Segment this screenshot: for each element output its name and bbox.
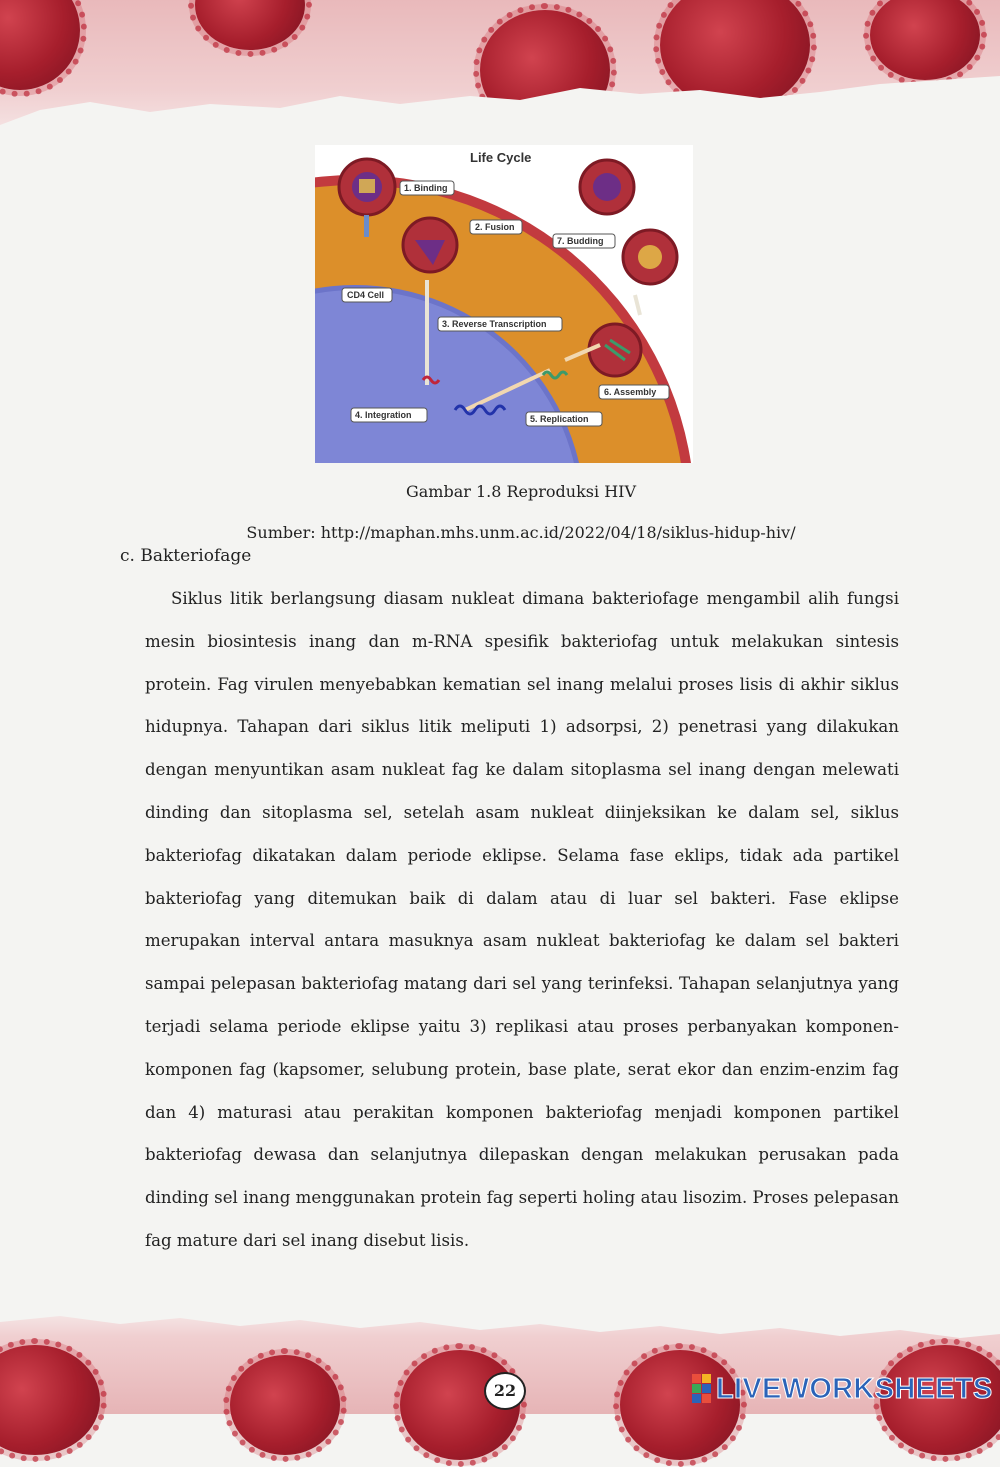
section-paragraph: Siklus litik berlangsung diasam nukleat dimana bakteriofage mengambil alih fungsi mesin biosintesis inang dan m-RNA spesifik bakteriofag untuk melakukan sintesis protein. Fag virulen menyebabkan kematian sel inang melalui proses lisis di akhir siklus hidupnya. Tahapan dari siklus litik meliputi 1) adsorpsi, 2) penetrasi yang dilakukan dengan menyuntikan asam nukleat fag ke dalam sitoplasma sel inang dengan melewati dinding dan sitoplasma sel, setelah asam nukleat diinjeksikan ke dalam sel, siklus bakteriofag dikatakan dalam periode eklipse. Selama fase eklips, tidak ada partikel bakteriofag yang ditemukan baik di dalam atau di luar sel bakteri. Fase eklipse merupakan interval antara masuknya asam nukleat bakteriofag ke dalam sel bakteri sampai pelepasan bakteriofag matang dari sel yang terinfeksi. Tahapan selanjutnya yang terjadi selama periode eklipse yaitu 3) replikasi atau proses perbanyakan komponen-komponen fag (kapsomer, selubung protein, base plate, serat ekor dan enzim-enzim fag dan 4) maturasi atau perakitan komponen bakteriofag menjadi komponen partikel bakteriofag dewasa dan selanjutnya dilepaskan dengan melakukan perusakan pada dinding sel inang menggunakan protein fag seperti holing atau lisozim. Proses pelepasan fag mature dari sel inang disebut lisis. xyxy=(145,589,899,1250)
section-heading: c. Bakteriofage xyxy=(120,546,252,566)
step-label-replication: 5. Replication xyxy=(530,414,589,424)
liveworksheets-brand-text: LIVEWORKSHEETS xyxy=(716,1372,993,1405)
step-label-fusion: 2. Fusion xyxy=(475,222,515,232)
figure-caption: Gambar 1.8 Reproduksi HIV xyxy=(405,482,637,501)
virus-particle-assembly xyxy=(589,324,641,376)
figure-source: Sumber: http://maphan.mhs.unm.ac.id/2022/04/18/siklus-hidup-hiv/ xyxy=(246,523,796,542)
liveworksheets-logo-icon xyxy=(692,1374,712,1404)
figure-title: Life Cycle xyxy=(470,150,532,165)
step-label-integration: 4. Integration xyxy=(355,410,412,420)
step-label-reverse-transcription: 3. Reverse Transcription xyxy=(442,319,547,329)
virus-particle-fusion xyxy=(403,218,457,272)
page-number: 22 xyxy=(484,1372,526,1410)
step-label-binding: 1. Binding xyxy=(404,183,448,193)
step-label-budding: 7. Budding xyxy=(557,236,604,246)
hiv-life-cycle-diagram xyxy=(315,145,693,463)
hiv-life-cycle-figure xyxy=(315,145,693,463)
cell-label: CD4 Cell xyxy=(347,290,385,300)
liveworksheets-brand[interactable] xyxy=(692,1371,993,1407)
step-label-assembly: 6. Assembly xyxy=(604,387,657,397)
